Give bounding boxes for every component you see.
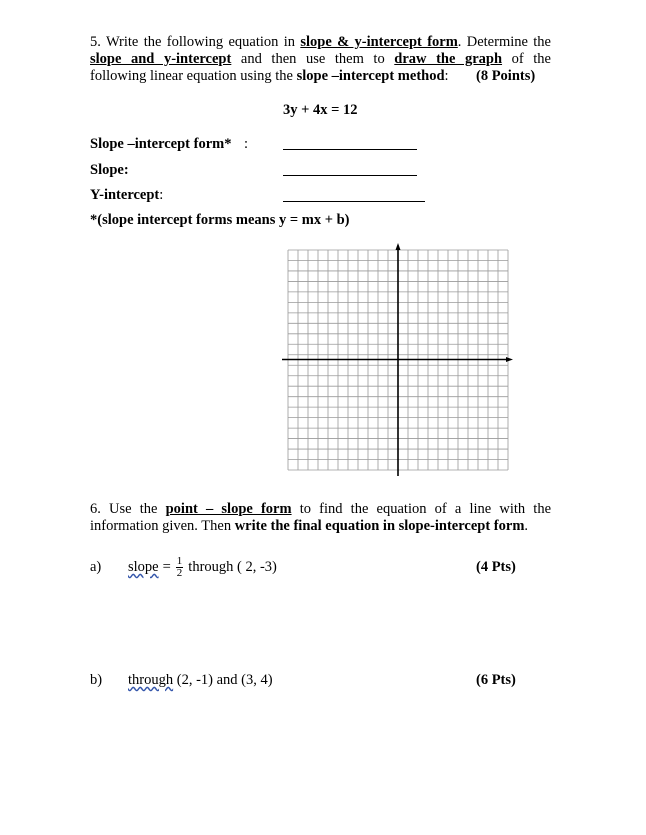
q5-emphasis: draw the graph [394,51,503,67]
label-colon: : [244,136,249,152]
part-a-label: a) [90,559,102,575]
q5-emphasis: slope & y-intercept form [300,34,458,50]
q5-emphasis: slope and y-intercept [90,51,232,67]
q6-text: information given. Then [90,518,235,534]
q5-text: following linear equation using the [90,68,297,84]
q5-points: (8 Points) [476,68,536,84]
slope-fraction [176,556,184,579]
q6-emphasis: point – slope form [165,501,292,517]
part-b-points-given: (2, -1) and (3, 4) [173,672,273,688]
q5-equation: 3y + 4x = 12 [283,102,358,118]
part-a-points: (4 Pts) [476,559,516,575]
q5-text: and then use them to [231,51,395,67]
label-colon: : [159,187,164,203]
label-slope-intercept-form: Slope –intercept form* [90,136,232,152]
q6-emphasis: write the final equation in slope-intercept form [234,518,525,534]
part-a-through: through ( 2, -3) [188,559,277,575]
q5-text: 5. Write the following equation in [90,34,301,50]
part-b-label: b) [90,672,103,688]
q5-text: : [444,68,449,84]
part-b-problem [128,672,273,689]
q6-text: 6. Use the [90,501,166,517]
q5-text: of the [502,51,551,67]
q5-text: . Determine the [457,34,551,50]
part-b-through-word: through [128,672,174,688]
label-slope: Slope: [90,162,129,178]
q6-line-1 [90,501,551,518]
q6-text: . [524,518,529,534]
label-y-intercept-text: Y-intercept [90,187,160,203]
q6-line-2 [90,518,528,535]
part-a-equals: = [162,559,171,575]
part-b-points: (6 Pts) [476,672,516,688]
q5-emphasis: slope –intercept method [296,68,445,84]
slope-intercept-note: *(slope intercept forms means y = mx + b) [90,212,350,228]
fraction-denominator: 2 [176,567,183,579]
part-a-problem [128,552,277,583]
part-a-slope-word: slope [128,559,159,575]
fraction-numerator: 1 [176,555,183,567]
q6-text: to find the equation of a line with the [291,501,552,517]
